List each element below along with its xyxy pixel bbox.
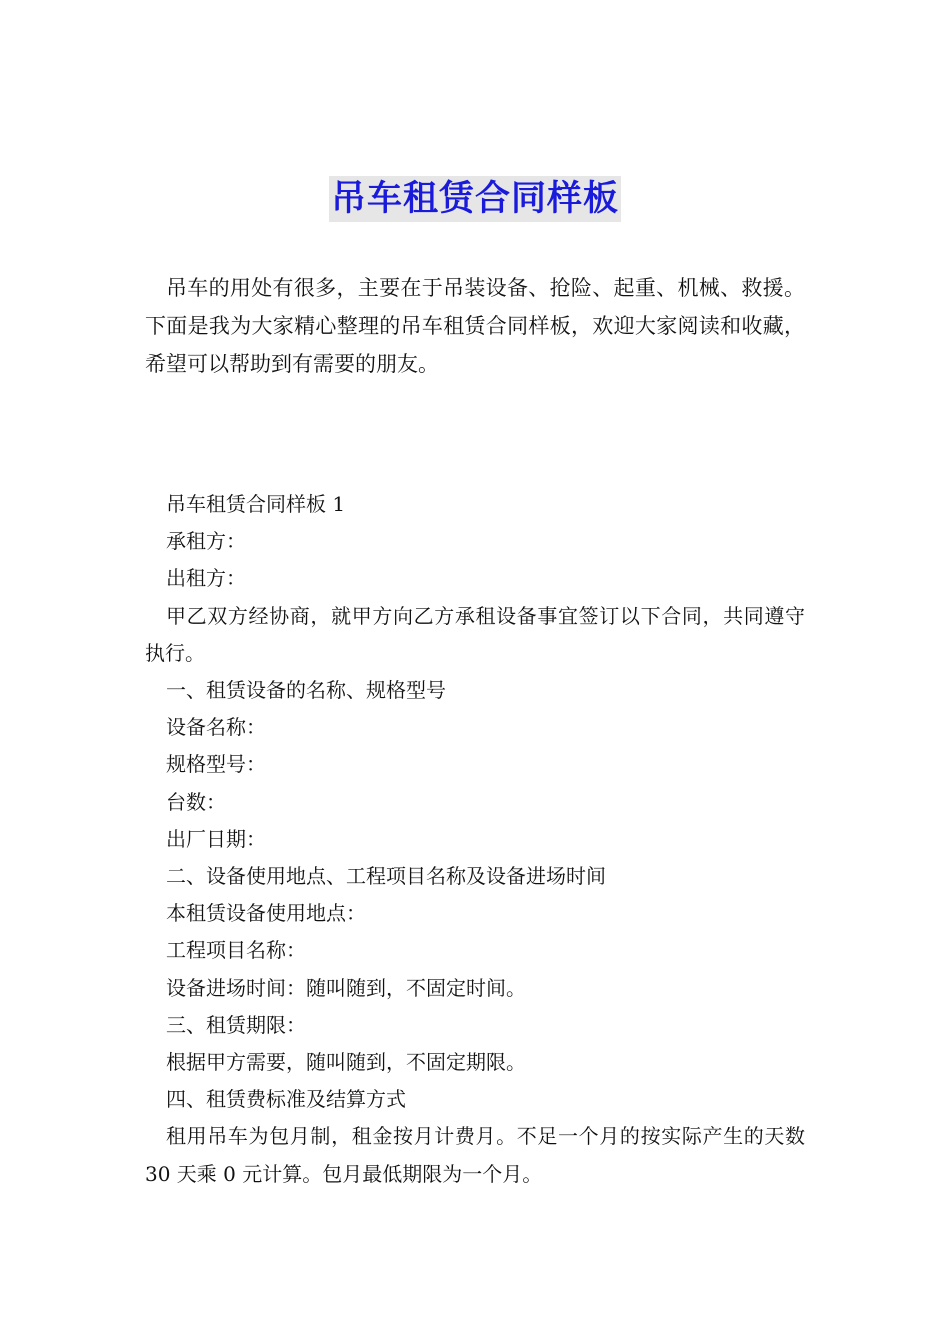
section-title: 吊车租赁合同样板 1 <box>166 492 346 516</box>
lessee-line: 承租方： <box>166 529 246 554</box>
intro-paragraph: 吊车的用处有很多，主要在于吊装设备、抢险、起重、机械、救援。下面是我为大家精心整理的吊车租赁合同样板，欢迎大家阅读和收藏，希望可以帮助到有需要的朋友。 <box>145 276 805 376</box>
document-title <box>0 176 950 222</box>
clause-2-heading: 二、设备使用地点、工程项目名称及设备进场时间 <box>166 864 606 889</box>
manufacture-date-line: 出厂日期： <box>166 826 266 851</box>
clause-4-heading: 四、租赁费标准及结算方式 <box>166 1087 406 1112</box>
clause-4-text: 租用吊车为包月制，租金按月计费月。不足一个月的按实际产生的天数 30 天乘 0 元计算。包月最低期限为一个月。 <box>145 1124 805 1186</box>
lessor-line: 出租方： <box>166 566 246 591</box>
quantity-line: 台数： <box>166 789 226 814</box>
document-title-text: 吊车租赁合同样板 <box>329 176 621 222</box>
contract-body <box>145 486 805 1193</box>
clause-1-heading: 一、租赁设备的名称、规格型号 <box>166 678 446 703</box>
clause-3-text: 根据甲方需要，随叫随到，不固定期限。 <box>166 1050 526 1075</box>
equipment-name-line: 设备名称： <box>166 715 266 740</box>
preamble-paragraph: 甲乙双方经协商，就甲方向乙方承租设备事宜签订以下合同，共同遵守执行。 <box>145 603 805 665</box>
clause-3-heading: 三、租赁期限： <box>166 1012 306 1037</box>
entry-time-line: 设备进场时间：随叫随到，不固定时间。 <box>166 975 526 1000</box>
usage-location-line: 本租赁设备使用地点： <box>166 901 366 926</box>
project-name-line: 工程项目名称： <box>166 938 306 963</box>
model-line: 规格型号： <box>166 752 266 777</box>
